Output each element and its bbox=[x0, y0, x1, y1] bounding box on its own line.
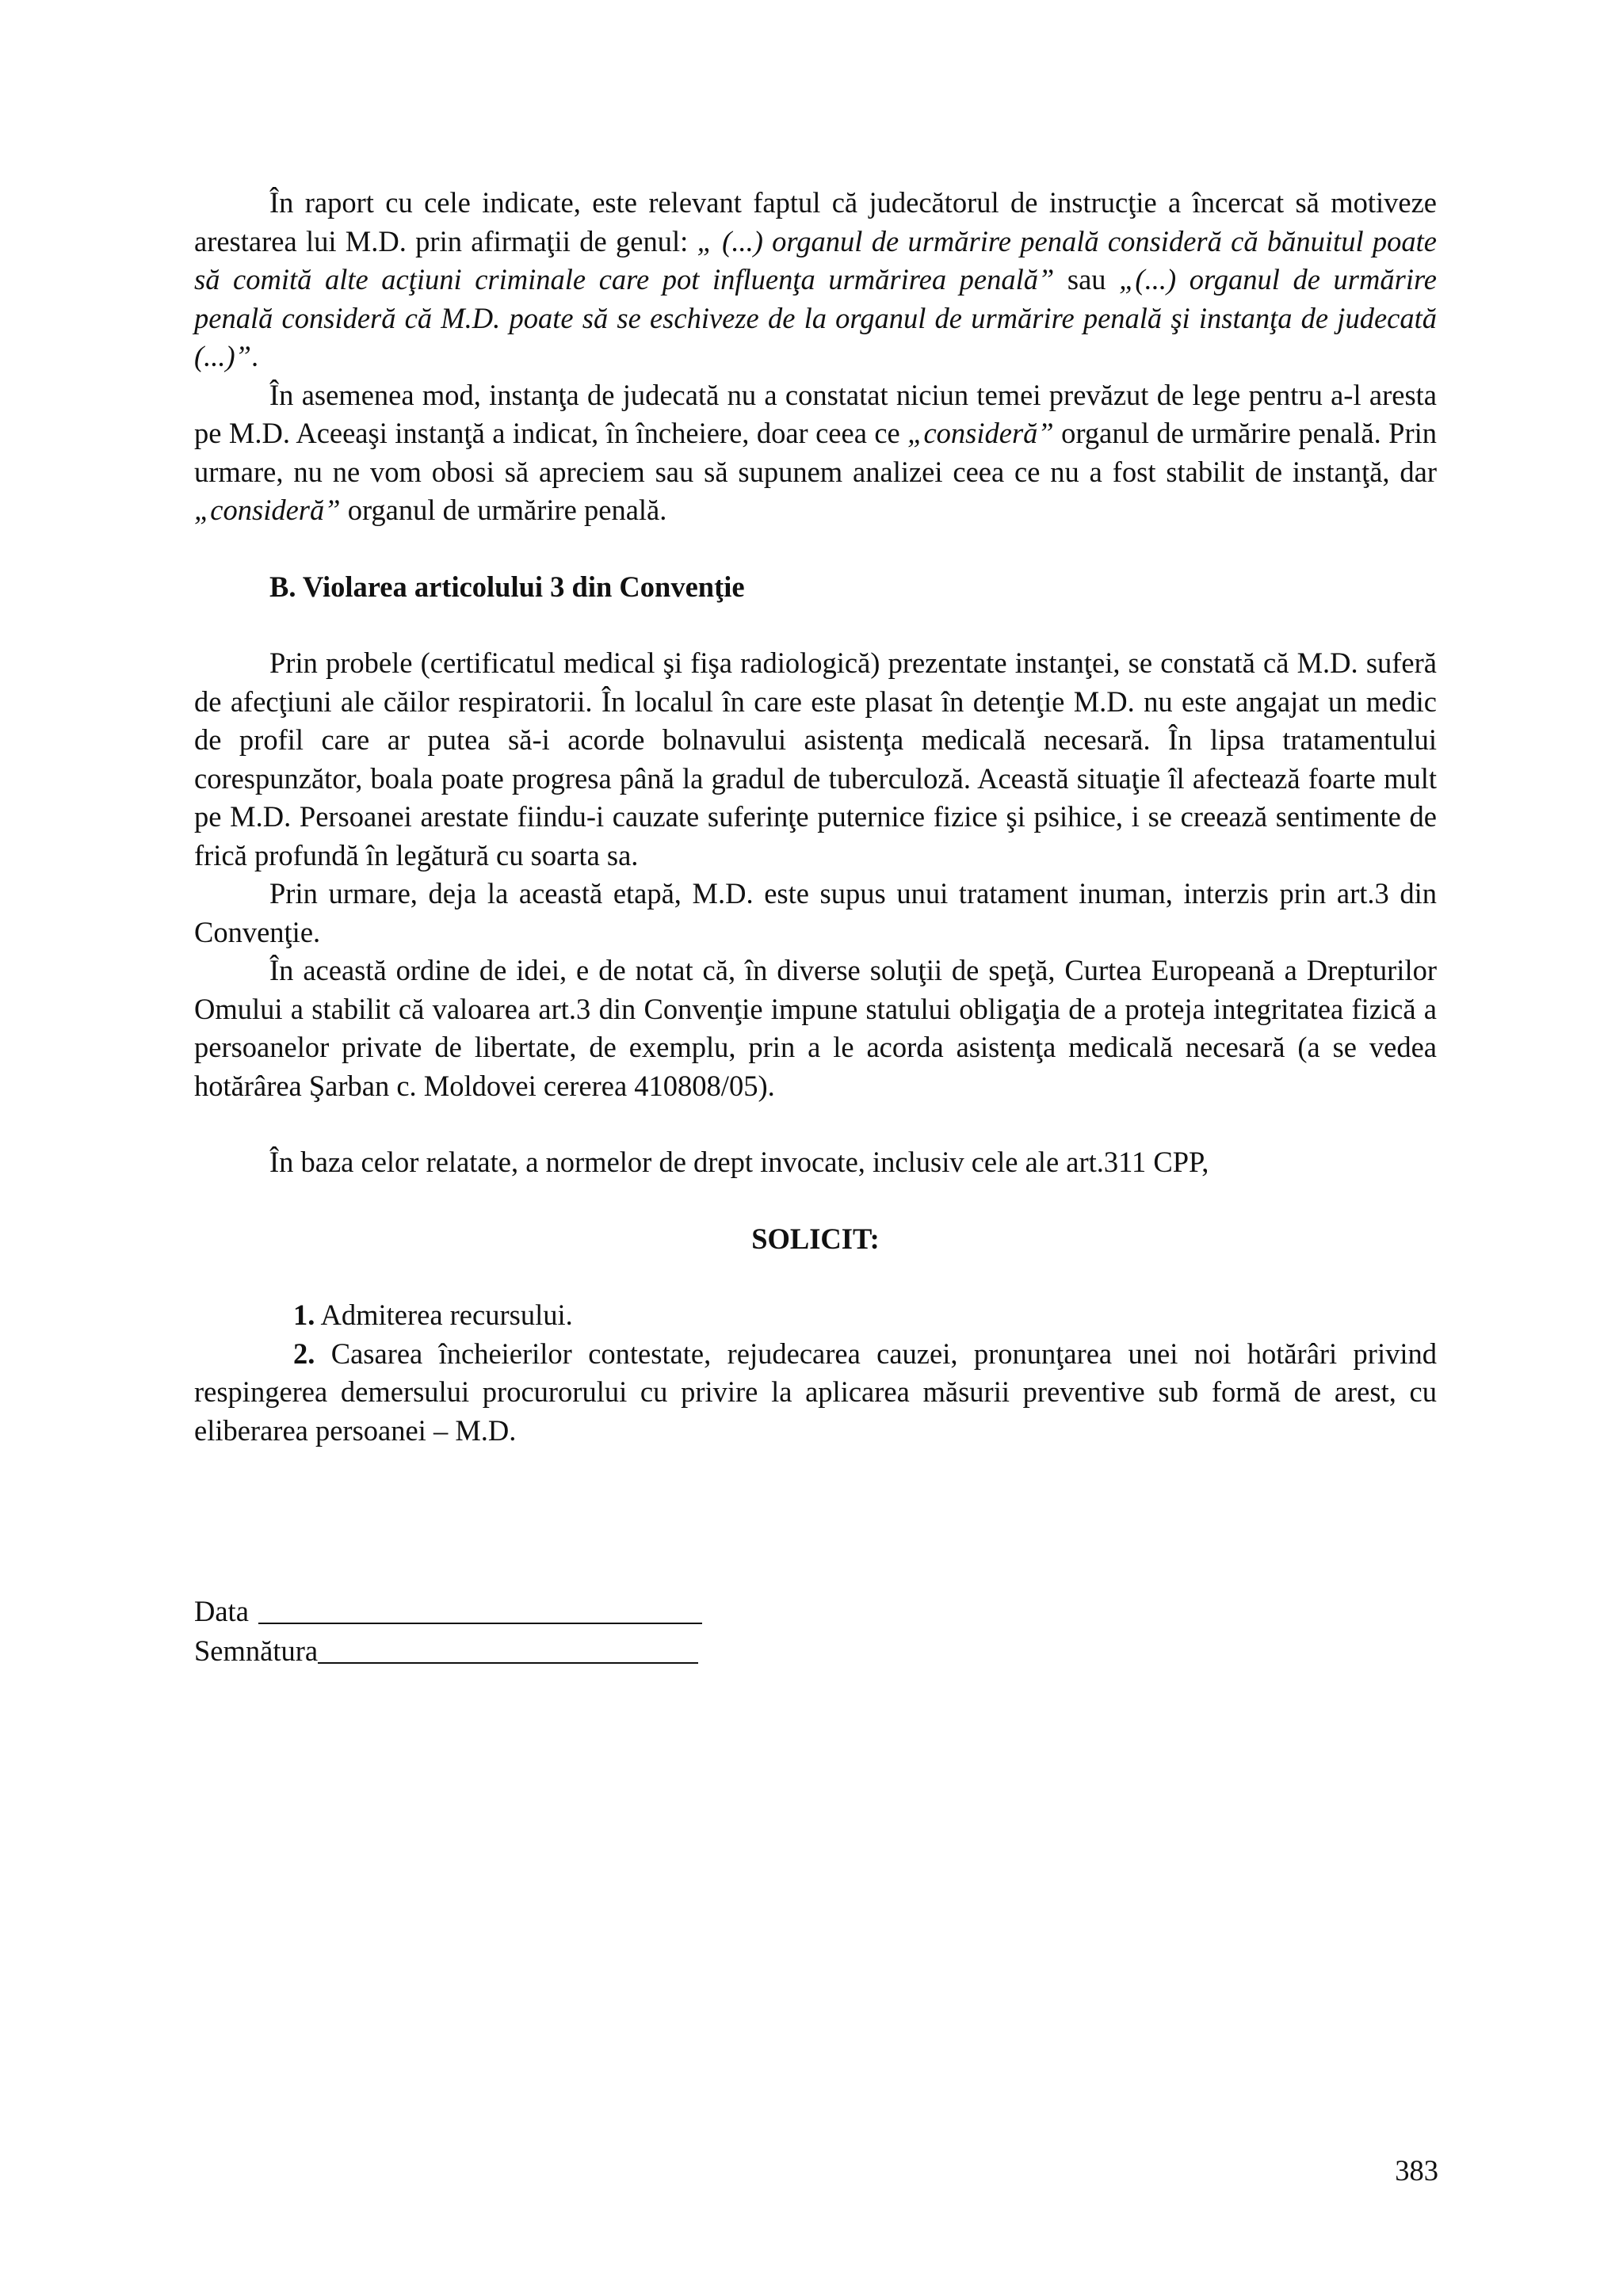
signature-blank-line bbox=[318, 1630, 698, 1664]
paragraph-legal-basis: În baza celor relatate, a normelor de drept invocate, inclusiv cele ale art.311 CPP, bbox=[269, 1146, 1209, 1178]
list-item-number: 1. bbox=[293, 1299, 315, 1331]
paragraph-medical-evidence: Prin probele (certificatul medical şi fişa radiologică) prezentate instanţei, se constată că M.D. suferă de afecţiuni ale căilor respiratorii. În localul în care este plasat în detenţie M.D. nu este angajat un medic de profil care ar putea să-i acorde bolnavului asistenţa medicală necesară. În lipsa tratamentului corespunzător, boala poate progresa până la gradul de tuberculoză. Această situaţie îl afectează foarte mult pe M.D. Persoanei arestate fiindu-i cauzate suferinţe puternice fizice şi psihice, i se creează sentimente de frică profundă în legătură cu soarta sa. bbox=[194, 646, 1437, 871]
list-item-text: Admiterea recursului. bbox=[315, 1299, 573, 1331]
signature-label: Semnătura bbox=[194, 1634, 319, 1667]
date-row bbox=[194, 1591, 702, 1630]
quoted-statement: „(...) organul de urmărire penală consideră că M.D. poate să se eschiveze de la organul de urmărire penală şi instanţa de judecată (...)” bbox=[194, 263, 1438, 372]
quoted-word: „consideră” bbox=[194, 494, 341, 526]
paragraph-text: . bbox=[250, 340, 259, 372]
paragraph-inhuman-treatment: Prin urmare, deja la această etapă, M.D. este supus unui tratament inuman, interzis prin art.3 din Convenţie. bbox=[194, 877, 1437, 948]
list-item-text: Casarea încheierilor contestate, rejudecarea cauzei, pronunţarea unei noi hotărâri privind respingerea demersului procurorului cu privire la aplicarea măsurii preventive sub formă de arest, cu eliberarea persoanei – M.D. bbox=[194, 1337, 1437, 1447]
paragraph-text: organul de urmărire penală. Prin urmare, nu ne vom obosi să apreciem sau să supunem analizei ceea ce nu a fost stabilit de instanţă, dar bbox=[194, 417, 1437, 488]
solicit-heading: SOLICIT: bbox=[751, 1222, 880, 1255]
paragraph-text: sau bbox=[1054, 263, 1120, 296]
list-item bbox=[194, 1335, 1437, 1451]
paragraph-judge-motivation bbox=[194, 184, 1437, 376]
section-heading: B. Violarea articolului 3 din Convenţie bbox=[269, 570, 745, 603]
requests-list bbox=[194, 1296, 1437, 1450]
signature-row bbox=[194, 1630, 702, 1670]
page-number: 383 bbox=[1395, 2154, 1438, 2187]
paragraph-text: În asemenea mod, instanţa de judecată nu a constatat niciun temei prevăzut de lege pentru a-l aresta pe M.D. Aceeaşi instanţă a indicat, în încheiere, doar ceea ce bbox=[194, 378, 1437, 449]
date-blank-line bbox=[258, 1591, 702, 1624]
paragraph-court-findings bbox=[194, 376, 1437, 530]
list-item bbox=[194, 1296, 1437, 1335]
document-body bbox=[194, 184, 1437, 1450]
quoted-statement: „ (...) organul de urmărire penală consideră că bănuitul poate să comită alte acţiuni criminale care pot influenţa urmărirea penală” bbox=[194, 224, 1437, 296]
date-label: Data bbox=[194, 1595, 249, 1627]
paragraph-text: organul de urmărire penală. bbox=[340, 494, 667, 526]
signature-block bbox=[194, 1591, 702, 1670]
paragraph-ecthr-case-law: În această ordine de idei, e de notat că, în diverse soluţii de speţă, Curtea Europeană a Drepturilor Omului a stabilit că valoarea art.3 din Convenţie impune statului obligaţia de a proteja integritatea fizică a persoanelor private de libertate, de exemplu, prin a le acorda asistenţa medicală necesară (a se vedea hotărârea Şarban c. Moldovei cererea 410808/05). bbox=[194, 954, 1437, 1102]
list-item-number: 2. bbox=[293, 1337, 315, 1370]
quoted-word: „consideră” bbox=[907, 417, 1054, 449]
paragraph-text: În raport cu cele indicate, este relevant faptul că judecătorul de instrucţie a încercat să motiveze arestarea lui M.D. prin afirmaţii de genul: bbox=[194, 186, 1437, 257]
